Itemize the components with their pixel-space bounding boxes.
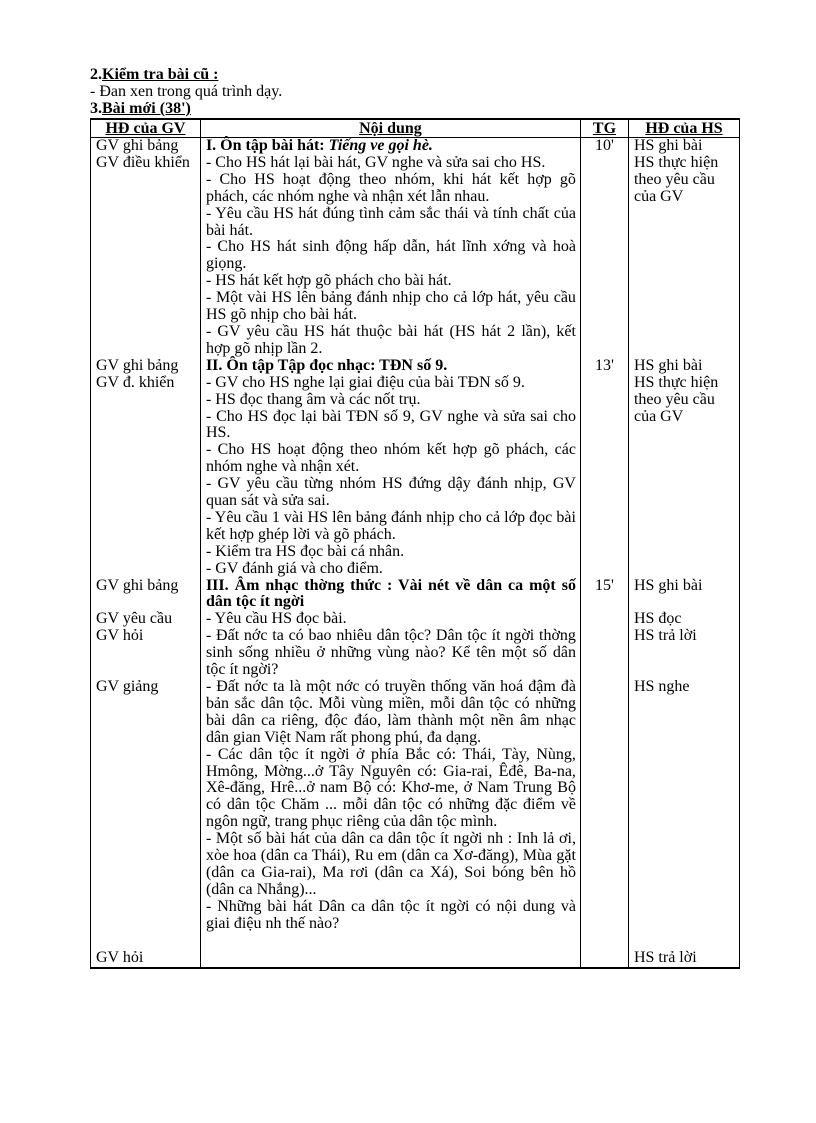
hs-text: HS trả lời xyxy=(633,948,697,966)
gv-activity-cell xyxy=(91,578,201,968)
section-title: II. Ôn tập Tập đọc nhạc: TĐN số 9. xyxy=(205,356,448,374)
content-line: - Cho HS hoạt động theo nhóm kết hợp gõ phách, các nhóm nghe và nhận xét. xyxy=(205,441,576,476)
hs-activity-cell xyxy=(628,358,739,578)
content-line: - GV yêu cầu HS hát thuộc bài hát (HS hát 2 lần), kết hợp gõ nhịp lần 2. xyxy=(205,322,576,357)
content-line: - Yêu cầu HS hát đúng tình cảm sắc thái và tính chất của bài hát. xyxy=(205,204,576,239)
song-title: Tiếng ve gọi hè. xyxy=(328,137,433,154)
header-tg: TG xyxy=(580,119,628,138)
table-header-row xyxy=(91,119,740,138)
section-title xyxy=(206,138,576,155)
content-line: - GV cho HS nghe lại giai điệu của bài TĐN số 9. xyxy=(205,373,525,391)
gv-activity-cell xyxy=(91,358,201,578)
section-title-text: I. Ôn tập bài hát: xyxy=(205,137,329,154)
content-line: - Các dân tộc ít ngời ở phía Bắc có: Thái, Tày, Nùng, Hmông, Mờng...ở Tây Nguyên có: Gia-rai, Êđê, Ba-na, Xê-đăng, Hrê...ở nam Bộ có: Khơ-me, ở Nam Trung Bộ có dân tộc Chăm ... mỗi dân tộc có những đặc điểm về ngôn ngữ, trang phục riêng của dân tộc mình. xyxy=(205,745,576,831)
section-title: III. Âm nhạc thờng thức : Vài nét về dân ca một số dân tộc ít ngời xyxy=(205,576,576,611)
table-row xyxy=(91,578,740,968)
lesson-page xyxy=(90,66,740,969)
content-line: - Những bài hát Dân ca dân tộc ít ngời có nội dung và giai điệu nh thế nào? xyxy=(205,897,576,932)
content-line: - Cho HS hát lại bài hát, GV nghe và sửa sai cho HS. xyxy=(205,153,546,171)
time-cell: 13' xyxy=(580,358,628,578)
gv-activity-cell xyxy=(91,138,201,358)
hs-text: HS ghi bài xyxy=(633,356,703,374)
content-line: - Đất nớc ta là một nớc có truyền thống văn hoá đậm đà bản sắc dân tộc. Mỗi vùng miền, mỗi dân tộc có những bài dân ca riêng, độc đáo, làm thành một nền âm nhạc dân gian Việt Nam rất phong phú, đa dạng. xyxy=(205,678,576,746)
hs-text: HS thực hiện theo yêu cầu của GV xyxy=(633,373,719,425)
hs-text: HS đọc xyxy=(633,610,682,628)
heading-number: 2. xyxy=(90,66,102,83)
section-heading-new-lesson xyxy=(90,100,740,117)
header-content: Nội dung xyxy=(200,119,580,138)
lesson-plan-table xyxy=(90,118,740,969)
content-line: - HS hát kết hợp gõ phách cho bài hát. xyxy=(205,272,452,290)
gv-text: GV giảng xyxy=(96,678,159,696)
content-cell xyxy=(200,578,580,968)
header-hs: HĐ của HS xyxy=(628,119,739,138)
gv-text: GV hỏi xyxy=(96,627,144,645)
time-cell: 15' xyxy=(580,578,628,968)
content-line: - Đất nớc ta có bao nhiêu dân tộc? Dân tộc ít ngời thờng sinh sống nhiều ở những vùng nào? Kể tên một số dân tộc ít ngời? xyxy=(205,627,576,679)
heading-number: 3. xyxy=(90,100,102,117)
content-line: - Một số bài hát của dân ca dân tộc ít ngời nh : Inh lả ơi, xòe hoa (dân ca Thái), Ru em (dân ca Xơ-đăng), Mùa gặt (dân ca Gia-rai), Ma rơi (dân ca Xá), Soi bóng bên hồ (dân ca Nhắng)... xyxy=(205,830,576,898)
gv-text: GV yêu cầu xyxy=(96,610,173,628)
header-gv: HĐ của GV xyxy=(91,119,201,138)
gv-text: GV đ. khiển xyxy=(96,373,175,391)
content-line: - Cho HS hoạt động theo nhóm, khi hát kết hợp gõ phách, các nhóm nghe và nhận xét lẫn nhau. xyxy=(205,170,576,205)
hs-text: HS ghi bài xyxy=(633,137,703,154)
heading-title: Kiểm tra bài cũ : xyxy=(102,66,219,83)
content-line: - Kiểm tra HS đọc bài cá nhân. xyxy=(205,542,405,560)
table-row xyxy=(91,138,740,358)
hs-activity-cell xyxy=(628,138,739,358)
intro-line: - Đan xen trong quá trình dạy. xyxy=(90,83,283,100)
gv-text: GV điều khiển xyxy=(96,153,190,171)
time-cell: 10' xyxy=(580,138,628,358)
gv-text: GV ghi bảng xyxy=(96,137,179,154)
hs-text: HS nghe xyxy=(633,678,690,696)
content-line: - Yêu cầu HS đọc bài. xyxy=(205,610,347,628)
content-line: - HS đọc thang âm và các nốt trụ. xyxy=(205,390,421,408)
content-line: - Một vài HS lên bảng đánh nhịp cho cả lớp hát, yêu cầu HS gõ nhịp cho bài hát. xyxy=(205,289,576,324)
content-line: - GV yêu cầu từng nhóm HS đứng dậy đánh nhịp, GV quan sát và sửa sai. xyxy=(205,475,576,510)
heading-title: Bài mới (38') xyxy=(102,100,191,117)
hs-activity-cell xyxy=(628,578,739,968)
gv-text: GV hỏi xyxy=(96,948,144,966)
content-line: - Cho HS hát sinh động hấp dẫn, hát lĩnh xớng và hoà giọng. xyxy=(205,238,576,273)
hs-text: HS trả lời xyxy=(633,627,697,645)
hs-text: HS ghi bài xyxy=(633,576,703,594)
hs-text: HS thực hiện theo yêu cầu của GV xyxy=(633,153,719,205)
table-row xyxy=(91,358,740,578)
content-line: - Cho HS đọc lại bài TĐN số 9, GV nghe và sửa sai cho HS. xyxy=(205,407,576,442)
content-cell xyxy=(200,358,580,578)
content-line: - Yêu cầu 1 vài HS lên bảng đánh nhịp cho cả lớp đọc bài kết hợp ghép lời và gõ phách. xyxy=(205,508,576,543)
gv-text: GV ghi bảng xyxy=(96,576,179,594)
content-cell xyxy=(200,138,580,358)
section-heading-review xyxy=(90,66,740,83)
content-line: - GV đánh giá và cho điểm. xyxy=(205,559,383,577)
gv-text: GV ghi bảng xyxy=(96,356,179,374)
